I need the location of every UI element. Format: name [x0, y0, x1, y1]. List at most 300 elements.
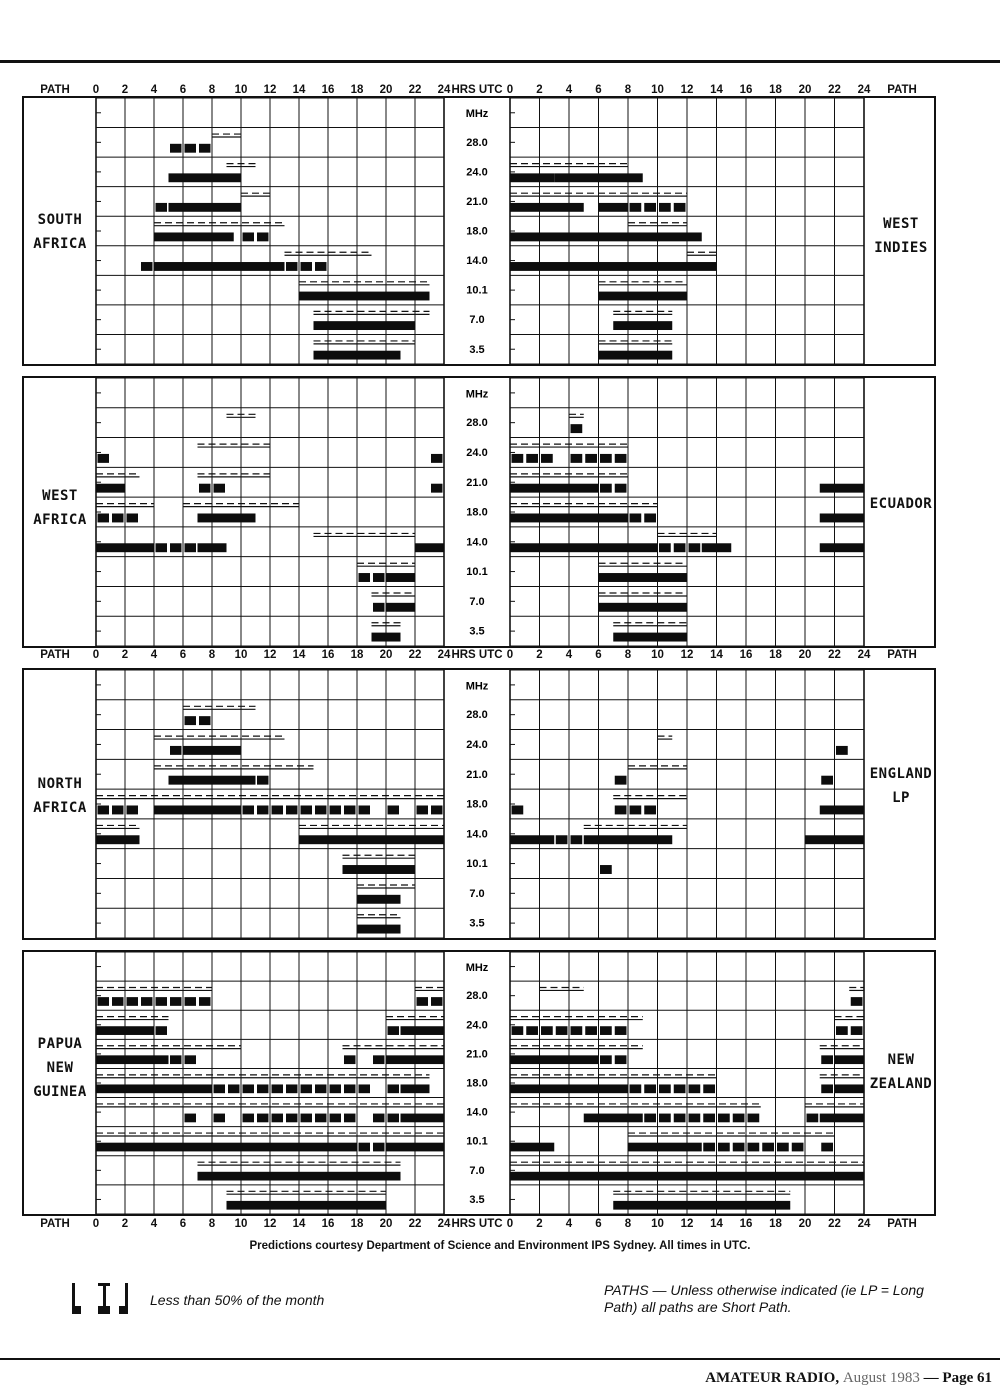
left-solid-bar-14.0 [243, 1114, 255, 1123]
left-solid-bar-18.0 [431, 805, 443, 814]
right-solid-bar-14.0 [733, 1114, 745, 1123]
axis-tick-label: 10 [234, 1218, 248, 1230]
left-solid-bar-18.0 [112, 805, 124, 814]
left-solid-bar-14.0 [156, 543, 168, 552]
axis-hrs-utc-label: HRS UTC [451, 649, 503, 661]
right-solid-bar-18.0 [674, 1084, 686, 1093]
left-solid-bar-18.0 [257, 805, 269, 814]
region-label-left-3: PAPUA NEW GUINEA [33, 1036, 87, 1100]
frequency-label: 3.5 [469, 343, 485, 356]
axis-tick-label: 4 [565, 1218, 573, 1230]
right-solid-bar-18.0 [644, 513, 656, 522]
axis-tick-label: 16 [321, 1218, 335, 1230]
right-solid-bar-14.0 [659, 543, 671, 552]
axis-tick-label: 16 [321, 84, 335, 96]
region-label-left-0: SOUTH AFRICA [33, 212, 87, 252]
right-solid-bar-21.0 [599, 203, 629, 212]
left-solid-bar-21.0 [214, 484, 226, 493]
left-solid-bar-10.1 [359, 573, 371, 582]
right-solid-bar-24.0 [541, 1026, 553, 1035]
left-solid-bar-21.0 [96, 1055, 169, 1064]
left-solid-bar-18.0 [344, 1084, 356, 1093]
frequency-label: 7.0 [469, 887, 485, 900]
right-solid-bar-10.1 [600, 865, 612, 874]
axis-tick-label: 0 [92, 1218, 100, 1230]
right-solid-bar-14.0 [807, 1114, 819, 1123]
axis-tick-label: 10 [651, 649, 664, 661]
left-solid-bar-18.0 [286, 1084, 298, 1093]
axis-tick-label: 14 [710, 1218, 723, 1230]
frequency-label: 24.0 [466, 166, 488, 179]
left-solid-bar-18.0 [417, 805, 429, 814]
axis-tick-label: 12 [680, 649, 694, 661]
left-solid-bar-24.0 [156, 1026, 168, 1035]
right-solid-bar-10.1 [733, 1143, 745, 1152]
right-solid-bar-18.0 [630, 805, 642, 814]
left-solid-bar-14.0 [286, 262, 298, 271]
right-solid-bar-18.0 [630, 513, 642, 522]
axis-tick-label: 18 [769, 1218, 782, 1230]
axis-tick-label: 0 [506, 84, 514, 96]
right-solid-bar-14.0 [584, 1114, 643, 1123]
right-solid-bar-24.0 [571, 1026, 583, 1035]
mhz-label: MHz [465, 108, 489, 121]
axis-tick-label: 18 [350, 1218, 364, 1230]
left-solid-bar-10.1 [373, 573, 385, 582]
axis-path-label: PATH [887, 649, 917, 661]
left-solid-bar-10.1 [386, 573, 415, 582]
footer-page: — Page 61 [923, 1370, 992, 1386]
right-solid-bar-21.0 [600, 1055, 612, 1064]
right-solid-bar-18.0 [510, 513, 628, 522]
left-solid-bar-7.0 [373, 603, 385, 612]
left-solid-bar-24.0 [431, 454, 443, 463]
right-solid-bar-14.0 [510, 835, 554, 844]
right-solid-bar-14.0 [510, 262, 717, 271]
left-solid-bar-24.0 [183, 746, 241, 755]
left-solid-bar-18.0 [243, 232, 255, 241]
right-solid-bar-21.0 [630, 203, 642, 212]
axis-tick-label: 22 [828, 649, 841, 661]
mhz-label: MHz [465, 961, 489, 974]
axis-tick-label: 24 [857, 84, 871, 96]
mhz-label: MHz [465, 680, 489, 693]
axis-tick-label: 20 [798, 84, 812, 96]
frequency-label: 3.5 [469, 625, 485, 638]
frequency-label: 7.0 [469, 1164, 485, 1177]
left-solid-bar-3.5 [372, 633, 401, 642]
axis-tick-label: 4 [150, 1218, 158, 1230]
left-solid-bar-28.0 [141, 997, 153, 1006]
right-solid-bar-14.0 [510, 543, 658, 552]
left-solid-bar-14.0 [272, 1114, 284, 1123]
right-solid-bar-21.0 [659, 203, 671, 212]
left-solid-bar-3.5 [314, 351, 401, 360]
left-solid-bar-14.0 [286, 1114, 298, 1123]
right-solid-bar-14.0 [689, 1114, 701, 1123]
left-solid-bar-21.0 [431, 484, 443, 493]
frequency-label: 28.0 [466, 136, 488, 149]
axis-tick-label: 14 [292, 1218, 306, 1230]
left-solid-bar-18.0 [154, 805, 241, 814]
right-solid-bar-14.0 [644, 1114, 656, 1123]
axis-tick-label: 18 [350, 84, 364, 96]
left-solid-bar-18.0 [330, 805, 342, 814]
left-solid-bar-18.0 [344, 805, 356, 814]
right-solid-bar-3.5 [613, 633, 687, 642]
right-solid-bar-18.0 [512, 805, 524, 814]
right-solid-bar-10.1 [510, 1143, 554, 1152]
right-solid-bar-21.0 [510, 1055, 599, 1064]
left-solid-bar-10.1 [373, 1143, 385, 1152]
axis-tick-label: 6 [595, 1218, 602, 1230]
left-solid-bar-18.0 [98, 513, 110, 522]
left-solid-bar-28.0 [112, 997, 124, 1006]
axis-tick-label: 2 [536, 649, 543, 661]
left-solid-bar-18.0 [359, 805, 371, 814]
axis-tick-label: 20 [379, 84, 393, 96]
left-solid-bar-10.1 [386, 1143, 444, 1152]
right-solid-bar-21.0 [820, 484, 864, 493]
left-solid-bar-28.0 [98, 997, 110, 1006]
left-solid-bar-18.0 [272, 805, 284, 814]
frequency-label: 14.0 [466, 828, 488, 841]
right-solid-bar-28.0 [571, 424, 583, 433]
axis-tick-label: 12 [263, 84, 277, 96]
axis-tick-label: 20 [379, 649, 393, 661]
left-solid-bar-21.0 [170, 1055, 182, 1064]
right-solid-bar-21.0 [821, 1055, 833, 1064]
mhz-label: MHz [465, 388, 489, 401]
axis-tick-label: 18 [769, 84, 782, 96]
left-solid-bar-14.0 [373, 1114, 385, 1123]
right-solid-bar-7.0 [599, 603, 688, 612]
footer-magazine: AMATEUR RADIO, [705, 1370, 840, 1386]
right-solid-bar-28.0 [851, 997, 863, 1006]
axis-tick-label: 14 [292, 649, 306, 661]
axis-tick-label: 24 [857, 649, 871, 661]
axis-tick-label: 0 [506, 649, 514, 661]
left-solid-bar-10.1 [359, 1143, 371, 1152]
left-solid-bar-3.5 [357, 925, 401, 934]
right-solid-bar-14.0 [703, 1114, 715, 1123]
axis-tick-label: 24 [437, 649, 451, 661]
right-solid-bar-14.0 [659, 1114, 671, 1123]
left-solid-bar-18.0 [257, 232, 269, 241]
frequency-label: 21.0 [466, 195, 488, 208]
right-solid-bar-24.0 [851, 1026, 863, 1035]
left-solid-bar-10.1 [96, 1143, 357, 1152]
right-solid-bar-24.0 [585, 454, 597, 463]
right-solid-bar-14.0 [689, 543, 701, 552]
left-solid-bar-18.0 [272, 1084, 284, 1093]
right-solid-bar-10.1 [599, 292, 688, 301]
left-solid-bar-18.0 [243, 1084, 255, 1093]
left-solid-bar-28.0 [127, 997, 139, 1006]
left-solid-bar-18.0 [257, 1084, 269, 1093]
right-solid-bar-24.0 [615, 454, 627, 463]
right-solid-bar-21.0 [510, 484, 599, 493]
right-solid-bar-18.0 [630, 1084, 642, 1093]
right-solid-bar-18.0 [644, 1084, 656, 1093]
left-solid-bar-14.0 [301, 1114, 313, 1123]
right-solid-bar-21.0 [615, 484, 627, 493]
left-solid-bar-21.0 [386, 1055, 444, 1064]
right-solid-bar-24.0 [526, 454, 538, 463]
right-solid-bar-21.0 [600, 484, 612, 493]
left-solid-bar-28.0 [156, 997, 168, 1006]
axis-tick-label: 16 [321, 649, 335, 661]
right-solid-bar-21.0 [510, 203, 584, 212]
region-label-left-2: NORTH AFRICA [33, 776, 87, 816]
left-solid-bar-24.0 [169, 173, 242, 182]
bottom-rule [0, 1358, 1000, 1360]
axis-tick-label: 16 [739, 84, 753, 96]
axis-path-label: PATH [40, 84, 70, 96]
right-solid-bar-3.5 [599, 351, 673, 360]
left-solid-bar-18.0 [112, 513, 124, 522]
axis-tick-label: 2 [121, 1218, 129, 1230]
left-solid-bar-14.0 [299, 835, 444, 844]
left-solid-bar-18.0 [214, 1084, 226, 1093]
left-solid-bar-18.0 [127, 513, 139, 522]
frequency-label: 14.0 [466, 536, 488, 549]
axis-tick-label: 2 [121, 84, 129, 96]
left-solid-bar-24.0 [98, 454, 110, 463]
axis-hrs-utc-label: HRS UTC [451, 1218, 503, 1230]
axis-tick-label: 6 [179, 649, 187, 661]
left-solid-bar-14.0 [185, 1114, 197, 1123]
right-solid-bar-24.0 [600, 454, 612, 463]
axis-tick-label: 6 [179, 1218, 187, 1230]
right-solid-bar-14.0 [584, 835, 673, 844]
left-solid-bar-18.0 [388, 1084, 400, 1093]
right-solid-bar-14.0 [718, 1114, 730, 1123]
axis-tick-label: 6 [595, 649, 602, 661]
left-solid-bar-21.0 [373, 1055, 385, 1064]
right-solid-bar-14.0 [820, 543, 864, 552]
axis-tick-label: 8 [624, 649, 632, 661]
axis-tick-label: 6 [179, 84, 187, 96]
right-solid-bar-18.0 [820, 805, 864, 814]
right-solid-bar-18.0 [835, 1084, 865, 1093]
footer-issue: August 1983 [842, 1370, 920, 1386]
frequency-label: 18.0 [466, 798, 488, 811]
frequency-label: 7.0 [469, 595, 485, 608]
axis-tick-label: 4 [150, 649, 158, 661]
right-solid-bar-18.0 [659, 1084, 671, 1093]
left-solid-bar-14.0 [170, 543, 182, 552]
left-solid-bar-7.0 [386, 603, 415, 612]
axis-tick-label: 24 [437, 84, 451, 96]
left-solid-bar-28.0 [185, 716, 197, 725]
right-solid-bar-24.0 [512, 1026, 524, 1035]
left-solid-bar-7.0 [314, 321, 416, 330]
right-solid-bar-24.0 [836, 1026, 848, 1035]
right-solid-bar-24.0 [510, 173, 554, 182]
right-solid-bar-10.1 [703, 1143, 715, 1152]
axis-tick-label: 12 [680, 84, 694, 96]
left-solid-bar-21.0 [96, 484, 125, 493]
left-solid-bar-18.0 [127, 805, 139, 814]
axis-hrs-utc-label: HRS UTC [451, 84, 503, 96]
frequency-label: 10.1 [466, 1135, 488, 1148]
left-solid-bar-14.0 [388, 1114, 400, 1123]
left-solid-bar-21.0 [169, 203, 242, 212]
right-solid-bar-24.0 [512, 454, 524, 463]
frequency-label: 18.0 [466, 1077, 488, 1090]
right-solid-bar-18.0 [821, 1084, 833, 1093]
right-solid-bar-3.5 [613, 1201, 790, 1210]
right-solid-bar-24.0 [600, 1026, 612, 1035]
right-solid-bar-24.0 [526, 1026, 538, 1035]
axis-tick-label: 2 [536, 1218, 543, 1230]
left-solid-bar-24.0 [388, 1026, 400, 1035]
axis-path-label: PATH [887, 1218, 917, 1230]
left-solid-bar-14.0 [344, 1114, 356, 1123]
left-solid-bar-28.0 [431, 997, 443, 1006]
axis-tick-label: 0 [92, 649, 100, 661]
axis-tick-label: 22 [828, 84, 841, 96]
left-solid-bar-18.0 [96, 1084, 212, 1093]
right-solid-bar-21.0 [644, 203, 656, 212]
right-solid-bar-24.0 [571, 454, 583, 463]
left-solid-bar-28.0 [185, 997, 197, 1006]
right-solid-bar-14.0 [805, 835, 864, 844]
right-solid-bar-21.0 [821, 776, 833, 785]
frequency-label: 24.0 [466, 739, 488, 752]
left-solid-bar-21.0 [344, 1055, 356, 1064]
axis-tick-label: 8 [208, 84, 216, 96]
axis-path-label: PATH [40, 1218, 70, 1230]
frequency-label: 21.0 [466, 768, 488, 781]
right-solid-bar-10.1 [792, 1143, 804, 1152]
frequency-label: 3.5 [469, 917, 485, 930]
axis-tick-label: 4 [565, 84, 573, 96]
right-solid-bar-18.0 [510, 1084, 628, 1093]
right-solid-bar-14.0 [556, 835, 568, 844]
left-solid-bar-7.0 [357, 895, 401, 904]
axis-tick-label: 22 [408, 84, 422, 96]
right-solid-bar-24.0 [585, 1026, 597, 1035]
left-solid-bar-18.0 [301, 805, 313, 814]
axis-tick-label: 16 [739, 649, 753, 661]
right-solid-bar-18.0 [644, 805, 656, 814]
axis-tick-label: 4 [150, 84, 158, 96]
left-solid-bar-14.0 [301, 262, 313, 271]
right-solid-bar-24.0 [541, 454, 553, 463]
left-solid-bar-28.0 [199, 997, 211, 1006]
right-solid-bar-24.0 [836, 746, 848, 755]
right-solid-bar-10.1 [599, 573, 688, 582]
right-solid-bar-14.0 [674, 543, 686, 552]
axis-tick-label: 20 [379, 1218, 393, 1230]
axis-tick-label: 14 [710, 649, 723, 661]
axis-tick-label: 22 [408, 649, 422, 661]
right-solid-bar-24.0 [615, 1026, 627, 1035]
left-solid-bar-7.0 [198, 1172, 401, 1181]
frequency-label: 28.0 [466, 417, 488, 430]
right-solid-bar-21.0 [615, 776, 627, 785]
right-solid-bar-7.0 [613, 321, 672, 330]
frequency-label: 10.1 [466, 858, 488, 871]
left-solid-bar-21.0 [156, 203, 168, 212]
left-solid-bar-24.0 [401, 1026, 445, 1035]
right-solid-bar-10.1 [628, 1143, 702, 1152]
left-solid-bar-18.0 [198, 513, 256, 522]
frequency-label: 21.0 [466, 476, 488, 489]
right-solid-bar-24.0 [556, 1026, 568, 1035]
left-solid-bar-3.5 [227, 1201, 387, 1210]
axis-tick-label: 24 [857, 1218, 871, 1230]
left-solid-bar-21.0 [257, 776, 269, 785]
left-solid-bar-14.0 [401, 1114, 445, 1123]
left-solid-bar-21.0 [199, 484, 211, 493]
axis-tick-label: 18 [769, 649, 782, 661]
right-solid-bar-10.1 [762, 1143, 774, 1152]
left-solid-bar-18.0 [330, 1084, 342, 1093]
left-solid-bar-18.0 [228, 1084, 240, 1093]
frequency-label: 14.0 [466, 1106, 488, 1119]
frequency-label: 28.0 [466, 709, 488, 722]
frequency-label: 24.0 [466, 447, 488, 460]
left-solid-bar-10.1 [343, 865, 416, 874]
left-solid-bar-14.0 [185, 543, 197, 552]
left-solid-bar-14.0 [257, 1114, 269, 1123]
left-solid-bar-24.0 [170, 746, 182, 755]
right-solid-bar-18.0 [615, 805, 627, 814]
right-solid-bar-21.0 [674, 203, 686, 212]
credit-line: Predictions courtesy Department of Science and Environment IPS Sydney. All times in UTC. [249, 1240, 751, 1252]
left-solid-bar-28.0 [417, 997, 429, 1006]
left-solid-bar-14.0 [315, 262, 327, 271]
left-solid-bar-28.0 [170, 144, 182, 153]
left-solid-bar-18.0 [243, 805, 255, 814]
axis-tick-label: 14 [710, 84, 723, 96]
frequency-label: 14.0 [466, 255, 488, 268]
right-solid-bar-24.0 [554, 173, 643, 182]
right-solid-bar-21.0 [615, 1055, 627, 1064]
left-solid-bar-28.0 [185, 144, 197, 153]
left-solid-bar-28.0 [199, 144, 211, 153]
left-solid-bar-14.0 [315, 1114, 327, 1123]
region-label-right-0: WEST INDIES [874, 216, 928, 256]
left-solid-bar-14.0 [198, 543, 227, 552]
left-solid-bar-24.0 [96, 1026, 154, 1035]
frequency-label: 3.5 [469, 1193, 485, 1206]
axis-tick-label: 12 [263, 649, 277, 661]
axis-tick-label: 8 [624, 84, 632, 96]
axis-tick-label: 16 [739, 1218, 753, 1230]
right-solid-bar-10.1 [748, 1143, 760, 1152]
left-solid-bar-14.0 [96, 835, 140, 844]
legend-bracket-icon [70, 1281, 140, 1317]
left-solid-bar-18.0 [315, 805, 327, 814]
left-solid-bar-21.0 [169, 776, 256, 785]
axis-tick-label: 10 [234, 84, 248, 96]
axis-tick-label: 24 [437, 1218, 451, 1230]
left-solid-bar-10.1 [299, 292, 430, 301]
left-solid-bar-14.0 [96, 543, 154, 552]
left-solid-bar-18.0 [154, 232, 234, 241]
axis-tick-label: 0 [506, 1218, 514, 1230]
region-label-right-2: ENGLAND LP [869, 766, 933, 806]
frequency-label: 18.0 [466, 225, 488, 238]
axis-tick-label: 22 [408, 1218, 422, 1230]
axis-tick-label: 10 [234, 649, 248, 661]
right-solid-bar-21.0 [835, 1055, 865, 1064]
axis-tick-label: 22 [828, 1218, 841, 1230]
